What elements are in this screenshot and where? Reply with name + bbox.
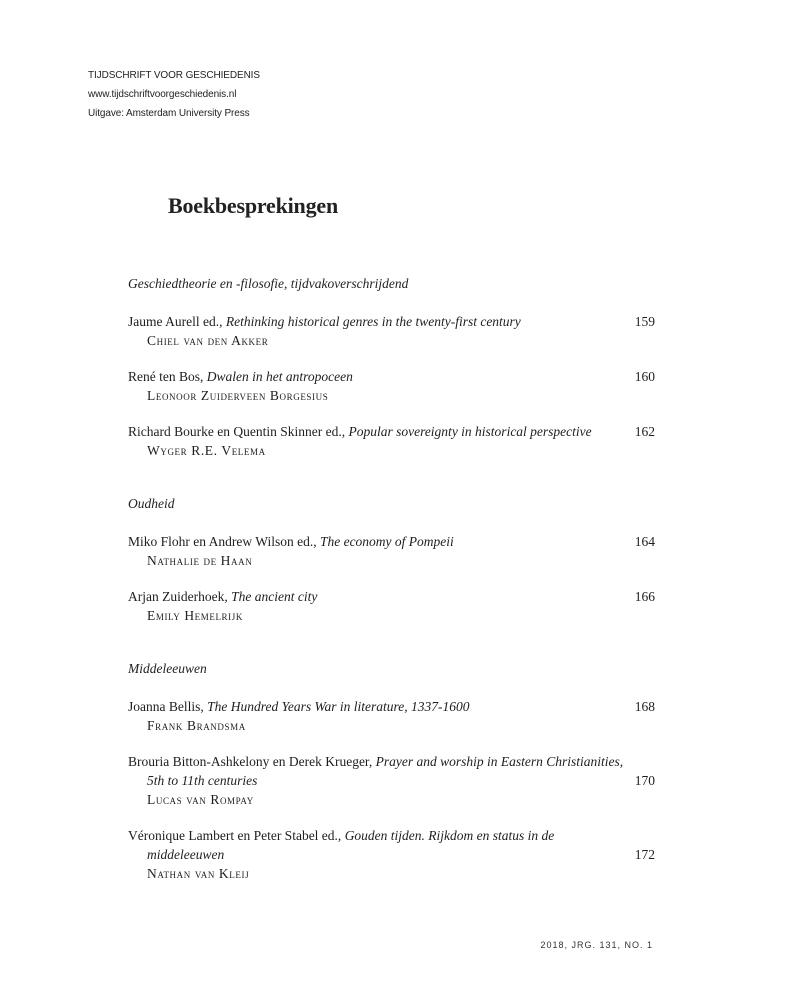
entry-book-title: The economy of Pompeii [319,534,454,549]
entry-reviewer: Emily Hemelrijk [147,608,243,623]
entry-page-number: 164 [634,534,655,549]
page-footer: 2018, JRG. 131, NO. 1 [540,940,653,950]
review-entry [128,367,655,405]
entry-authors: Arjan Zuiderhoek, [128,589,232,604]
section-title-theory: Geschiedtheorie en -filosofie, tijdvakoverschrijdend [128,276,409,291]
entry-book-title-continued: middeleeuwen [147,847,225,862]
entry-book-title: Gouden tijden. Rijkdom en status in de [344,828,555,843]
entry-book-title: Rethinking historical genres in the twenty-first century [225,314,521,329]
entry-line [128,826,655,845]
entry-line [128,752,655,771]
entry-page-number: 168 [634,699,655,714]
journal-website[interactable]: www.tijdschriftvoorgeschiedenis.nl [88,89,237,100]
entry-page-number: 172 [634,847,655,862]
entry-page-number: 160 [634,369,655,384]
entry-book-title: The Hundred Years War in literature, 1337-1600 [207,699,470,714]
masthead [88,66,260,123]
entry-authors: Jaume Aurell ed., [128,314,226,329]
entry-line [128,532,655,551]
entry-line-continued [128,771,655,790]
entry-authors: Brouria Bitton-Ashkelony en Derek Krueger, [128,754,376,769]
entry-reviewer: Nathalie de Haan [147,553,253,568]
review-entry [128,422,655,460]
entry-authors: Richard Bourke en Quentin Skinner ed., [128,424,349,439]
section-title-middle-ages: Middeleeuwen [128,661,207,676]
review-entry [128,532,655,570]
entry-authors: Miko Flohr en Andrew Wilson ed., [128,534,320,549]
entry-reviewer: Wyger R.E. Velema [147,443,266,458]
entry-line [128,697,655,716]
entry-authors: Véronique Lambert en Peter Stabel ed., [128,828,345,843]
review-entry [128,312,655,350]
entry-reviewer: Lucas van Rompay [147,792,254,807]
entry-page-number: 170 [634,773,655,788]
entry-authors: René ten Bos, [128,369,207,384]
entry-line [128,367,655,386]
entry-reviewer: Frank Brandsma [147,718,246,733]
entry-page-number: 162 [634,424,655,439]
entry-authors: Joanna Bellis, [128,699,208,714]
review-entry [128,587,655,625]
page-title: Boekbesprekingen [168,193,338,218]
entry-book-title: Prayer and worship in Eastern Christianities, [375,754,624,769]
entry-reviewer: Nathan van Kleij [147,866,250,881]
entry-page-number: 159 [634,314,655,329]
section-title-antiquity: Oudheid [128,496,175,511]
entry-line [128,587,655,606]
entry-reviewer: Chiel van den Akker [147,333,269,348]
entry-book-title: Popular sovereignty in historical perspective [348,424,592,439]
journal-name: TIJDSCHRIFT VOOR GESCHIEDENIS [88,70,260,81]
publisher: Uitgave: Amsterdam University Press [88,108,250,119]
entry-book-title: Dwalen in het antropoceen [206,369,353,384]
entry-page-number: 166 [634,589,655,604]
review-entry [128,826,655,883]
entry-line [128,422,655,441]
entry-reviewer: Leonoor Zuiderveen Borgesius [147,388,329,403]
review-entry [128,697,655,735]
entry-book-title-continued: 5th to 11th centuries [147,773,258,788]
entry-book-title: The ancient city [231,589,318,604]
review-entry [128,752,655,809]
entry-line [128,312,655,331]
entry-line-continued [128,845,655,864]
